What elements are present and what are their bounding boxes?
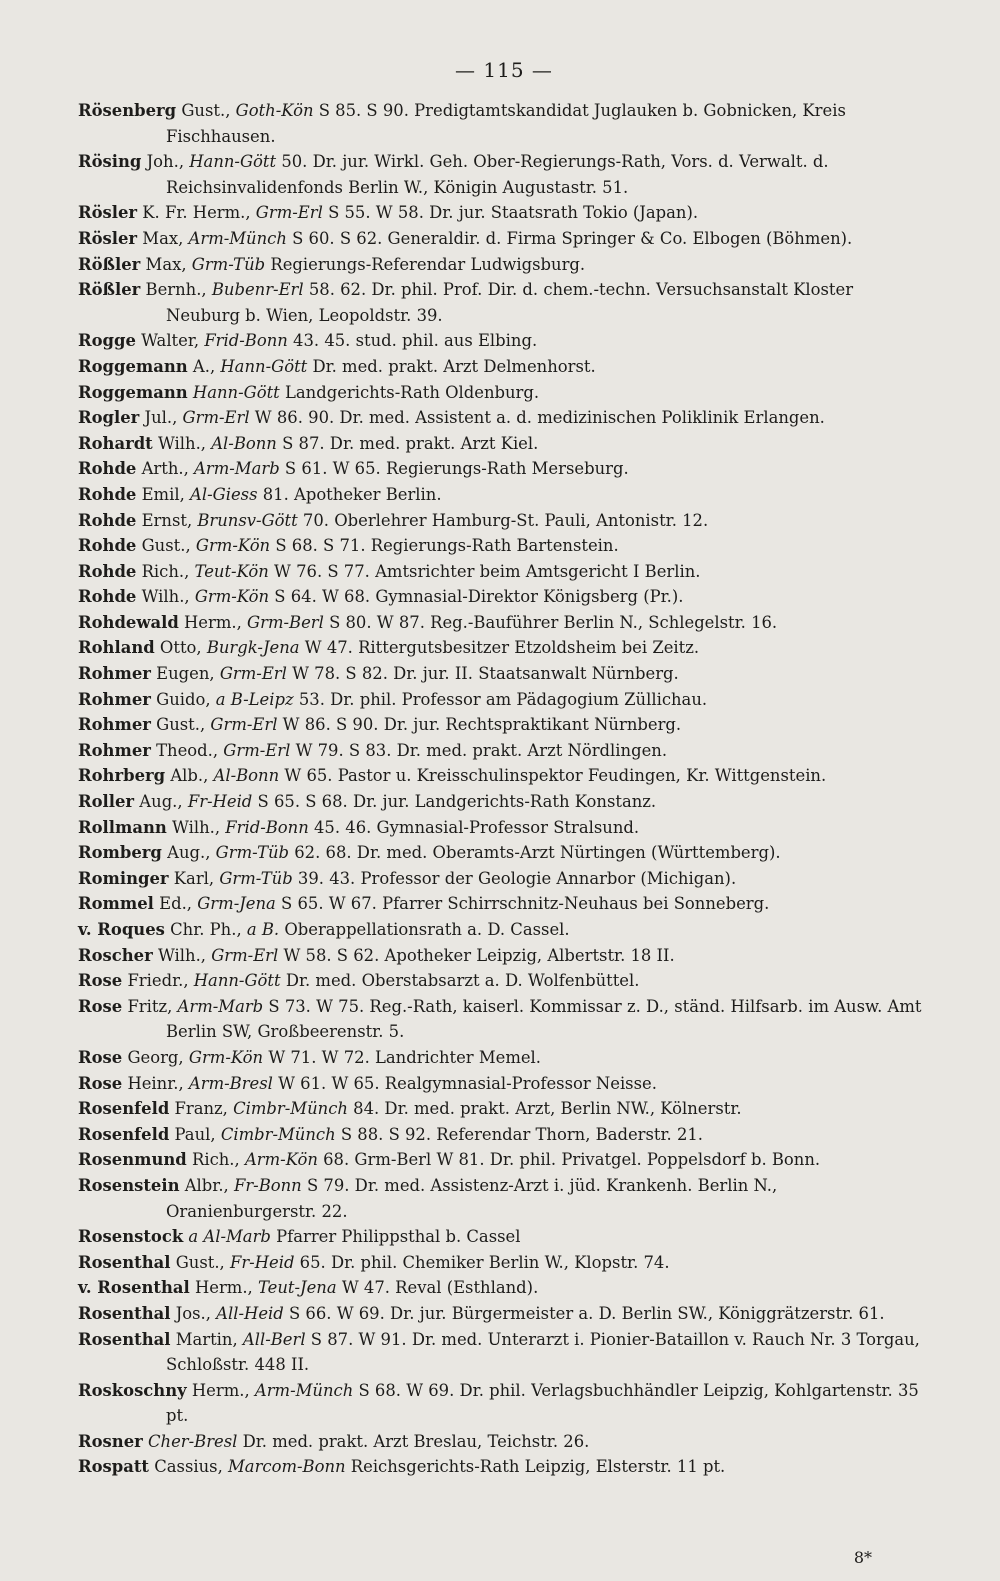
entry-text	[127, 971, 639, 990]
directory-entry	[78, 354, 930, 380]
entry-place: Arm-Marb	[177, 996, 264, 1016]
directory-entry	[78, 687, 930, 713]
entry-text	[142, 587, 684, 606]
entry-place: Grm-Erl	[210, 715, 278, 735]
entry-text-after-place: W 47. Reval (Esthland).	[336, 1278, 539, 1298]
entry-text-before-place: Jul.,	[144, 408, 183, 428]
entry-place: Hann-Gött	[193, 971, 281, 991]
entry-place: a B-Leipz	[215, 689, 294, 709]
entry-text-before-place: Aug.,	[167, 843, 216, 863]
directory-entry	[78, 1071, 930, 1097]
entry-surname: v. Rosenthal	[78, 1278, 190, 1298]
directory-entry	[78, 943, 930, 969]
entry-text-after-place: S 60. S 62. Generaldir. d. Firma Springer & Co. Elbogen (Böhmen).	[286, 228, 853, 248]
entry-text	[145, 408, 825, 427]
entry-surname: Roggemann	[78, 382, 188, 402]
directory-entry	[78, 277, 930, 328]
directory-entry	[78, 200, 930, 226]
entry-text-before-place: Wilh.,	[157, 433, 212, 453]
directory-entry	[78, 968, 930, 994]
entry-surname: Rößler	[78, 280, 141, 300]
entry-text-before-place: Ernst,	[141, 510, 198, 530]
entry-text-after-place: Regierungs-Referendar Ludwigsburg.	[265, 254, 586, 274]
directory-entry	[78, 1147, 930, 1173]
directory-entry	[78, 1250, 930, 1276]
entry-text-before-place: Gust.,	[181, 101, 236, 120]
entry-surname: Rosenfeld	[78, 1099, 170, 1119]
entry-place: Grm-Erl	[219, 664, 287, 684]
directory-entry	[78, 1454, 930, 1480]
entry-text	[176, 1304, 885, 1323]
entry-text-after-place: W 76. S 77. Amtsrichter beim Amtsgericht I Berlin.	[268, 561, 701, 581]
entry-surname: Rollmann	[78, 817, 167, 837]
entry-text	[167, 843, 780, 862]
entry-surname: Rohardt	[78, 433, 153, 453]
entry-place: Hann-Gött	[220, 356, 308, 376]
directory-entry	[78, 891, 930, 917]
entry-text-after-place: Dr. med. Oberstabsarzt a. D. Wolfenbüttel.	[280, 971, 640, 991]
entry-text	[175, 1099, 742, 1118]
entry-text	[142, 459, 629, 478]
entry-text	[127, 1048, 541, 1067]
entry-text-before-place: Franz,	[174, 1099, 234, 1119]
entry-surname: Rohde	[78, 561, 137, 581]
directory-entry	[78, 1045, 930, 1071]
entry-text	[127, 997, 921, 1042]
directory-entry	[78, 1224, 930, 1250]
entry-text-before-place: Martin,	[175, 1329, 243, 1349]
entry-text-after-place: 84. Dr. med. prakt. Arzt, Berlin NW., Kölnerstr.	[347, 1099, 742, 1119]
entry-surname: Romberg	[78, 843, 162, 863]
entry-text-after-place: Landgerichts-Rath Oldenburg.	[279, 382, 540, 402]
entry-place: Bubenr-Erl	[211, 280, 304, 300]
entry-surname: Rohrberg	[78, 766, 166, 786]
entry-text	[146, 255, 586, 274]
entry-place: Arm-Kön	[244, 1150, 318, 1170]
entry-text-before-place: A.,	[192, 356, 221, 376]
entry-text-before-place: Eugen,	[156, 664, 220, 684]
entry-text-before-place: Emil,	[141, 484, 191, 504]
entry-place: Al-Bonn	[213, 766, 280, 786]
entry-text-before-place: Rich.,	[141, 561, 195, 581]
entry-place: Fr-Heid	[229, 1252, 295, 1272]
entry-text	[158, 946, 675, 965]
directory-entry	[78, 1173, 930, 1224]
entry-text	[174, 869, 736, 888]
entry-text-after-place: 50. Dr. jur. Wirkl. Geh. Ober-Regierungs-Rath, Vors. d. Verwalt. d. Reichsinvalidenfonds Berlin W., Königin Augustastr. 51.	[166, 152, 829, 197]
directory-entries	[78, 98, 930, 1480]
entry-text	[160, 638, 699, 657]
entry-text-before-place: Arth.,	[141, 459, 195, 479]
directory-entry	[78, 1378, 930, 1429]
entry-text	[193, 357, 596, 376]
entry-surname: Rospatt	[78, 1457, 150, 1477]
directory-entry	[78, 815, 930, 841]
entry-place: Teut-Kön	[194, 561, 269, 581]
entry-text-after-place: S 87. Dr. med. prakt. Arzt Kiel.	[276, 433, 539, 453]
directory-entry	[78, 840, 930, 866]
entry-text-after-place: W 65. Pastor u. Kreisschulinspektor Feudingen, Kr. Wittgenstein.	[279, 766, 827, 786]
entry-text	[175, 1125, 704, 1144]
entry-text-before-place: Herm.,	[191, 1380, 255, 1400]
entry-surname: Rohde	[78, 510, 137, 530]
entry-text-after-place: W 86. 90. Dr. med. Assistent a. d. medizinischen Poliklinik Erlangen.	[249, 408, 825, 428]
entry-text-before-place: Georg,	[127, 1047, 189, 1067]
entry-text-after-place: 53. Dr. phil. Professor am Pädagogium Züllichau.	[293, 689, 708, 709]
entry-place: Hann-Gött	[192, 382, 280, 402]
entry-text	[166, 1381, 919, 1426]
directory-entry	[78, 866, 930, 892]
entry-text-before-place: Paul,	[174, 1124, 221, 1144]
entry-place: Cher-Bresl	[147, 1431, 238, 1451]
page-number: — 115 —	[455, 58, 553, 82]
entry-text-before-place: Max,	[142, 228, 189, 248]
directory-entry	[78, 405, 930, 431]
entry-text	[156, 690, 707, 709]
entry-text-before-place: K. Fr. Herm.,	[142, 203, 256, 223]
entry-surname: Rohmer	[78, 740, 151, 760]
entry-text-after-place: 45. 46. Gymnasial-Professor Stralsund.	[308, 817, 640, 837]
entry-place: Grm-Kön	[195, 536, 271, 556]
entry-text-before-place: Herm.,	[194, 1278, 258, 1298]
entry-place: Marcom-Bonn	[228, 1457, 346, 1477]
entry-text	[195, 1278, 538, 1297]
directory-entry	[78, 994, 930, 1045]
entry-surname: Rohmer	[78, 715, 151, 735]
entry-place: Goth-Kön	[235, 101, 314, 120]
directory-entry	[78, 1429, 930, 1455]
entry-place: Cimbr-Münch	[220, 1124, 336, 1144]
entry-place: Grm-Kön	[194, 587, 270, 607]
entry-text-after-place: 39. 43. Professor der Geologie Annarbor (Michigan).	[292, 868, 737, 888]
entry-surname: Rosenmund	[78, 1150, 187, 1170]
entry-surname: Rose	[78, 1047, 123, 1067]
entry-text	[146, 280, 854, 325]
entry-surname: Rommel	[78, 894, 154, 914]
entry-text-before-place: Ed.,	[159, 894, 198, 914]
entry-text-before-place: Theod.,	[156, 740, 224, 760]
entry-surname: Rohmer	[78, 664, 151, 684]
entry-surname: Rösler	[78, 203, 138, 223]
entry-text-after-place: S 65. W 67. Pfarrer Schirrschnitz-Neuhaus bei Sonneberg.	[275, 894, 770, 914]
entry-place: All-Heid	[216, 1303, 284, 1323]
entry-place: Grm-Berl	[247, 612, 324, 632]
entry-surname: Rösing	[78, 152, 142, 172]
entry-text-before-place: Walter,	[141, 331, 205, 351]
entry-surname: Rogge	[78, 331, 136, 351]
directory-entry	[78, 252, 930, 278]
entry-place: Grm-Kön	[188, 1047, 264, 1067]
directory-entry	[78, 1275, 930, 1301]
directory-entry	[78, 584, 930, 610]
entry-text	[156, 715, 681, 734]
directory-entry	[78, 917, 930, 943]
entry-place: Grm-Tüb	[191, 254, 266, 274]
entry-place: Grm-Erl	[182, 408, 250, 428]
entry-text-before-place: Joh.,	[146, 152, 190, 172]
entry-place: Hann-Gött	[189, 152, 277, 172]
entry-surname: Rohde	[78, 484, 137, 504]
entry-text	[159, 894, 769, 913]
entry-text-after-place: 81. Apotheker Berlin.	[257, 484, 442, 504]
directory-entry	[78, 635, 930, 661]
entry-text	[166, 1330, 920, 1375]
entry-text-after-place: W 78. S 82. Dr. jur. II. Staatsanwalt Nürnberg.	[286, 664, 679, 684]
directory-entry	[78, 508, 930, 534]
entry-surname: Rohland	[78, 638, 155, 658]
entry-text-after-place: 43. 45. stud. phil. aus Elbing.	[287, 331, 538, 351]
entry-text-before-place: Jos.,	[175, 1303, 217, 1323]
entry-text	[193, 383, 539, 402]
directory-entry	[78, 98, 930, 149]
entry-text-after-place: 65. Dr. phil. Chemiker Berlin W., Klopstr. 74.	[294, 1252, 670, 1272]
entry-text-before-place: Gust.,	[175, 1252, 230, 1272]
entry-place: Arm-Bresl	[188, 1073, 273, 1093]
entry-surname: Rose	[78, 971, 123, 991]
entry-text-after-place: Oberappellationsrath a. D. Cassel.	[279, 920, 570, 939]
entry-text-before-place: Guido,	[156, 689, 216, 709]
entry-place: Grm-Erl	[211, 945, 279, 965]
entry-place: All-Berl	[242, 1329, 306, 1349]
entry-text	[188, 1227, 520, 1246]
entry-text-after-place: S 66. W 69. Dr. jur. Bürgermeister a. D. Berlin SW., Königgrätzerstr. 61.	[283, 1303, 885, 1323]
entry-surname: Rosenstein	[78, 1175, 180, 1195]
entry-place: Burgk-Jena	[206, 638, 300, 658]
directory-entry	[78, 482, 930, 508]
directory-entry	[78, 661, 930, 687]
entry-place: Arm-Münch	[188, 228, 287, 248]
entry-surname: v. Roques	[78, 920, 165, 939]
entry-text	[170, 766, 826, 785]
entry-text-before-place: Gust.,	[156, 715, 211, 735]
entry-place: Frid-Bonn	[225, 817, 309, 837]
entry-text	[192, 1150, 820, 1169]
entry-text-before-place: Bernh.,	[145, 280, 212, 300]
entry-place: Arm-Marb	[194, 459, 280, 479]
directory-entry	[78, 226, 930, 252]
entry-text-before-place: Otto,	[159, 638, 207, 658]
entry-surname: Rogler	[78, 408, 140, 428]
entry-place: Grm-Jena	[197, 894, 276, 914]
entry-text-after-place: S 85. S 90. Predigtamtskandidat Juglauken b. Gobnicken, Kreis Fischhausen.	[166, 101, 846, 146]
entry-text-after-place: S 55. W 58. Dr. jur. Staatsrath Tokio (Japan).	[322, 203, 699, 223]
entry-text-after-place: W 47. Rittergutsbesitzer Etzoldsheim bei Zeitz.	[299, 638, 700, 658]
entry-text-before-place: Friedr.,	[127, 971, 194, 991]
entry-text	[142, 536, 619, 555]
directory-entry	[78, 1122, 930, 1148]
entry-surname: Roller	[78, 792, 135, 812]
entry-text-after-place: 70. Oberlehrer Hamburg-St. Pauli, Antonistr. 12.	[297, 510, 709, 530]
entry-text-before-place: Cassius,	[154, 1457, 229, 1477]
entry-text-before-place: Albr.,	[184, 1175, 234, 1195]
entry-text	[158, 434, 538, 453]
entry-text	[139, 792, 656, 811]
entry-text-after-place: W 61. W 65. Realgymnasial-Professor Neisse.	[272, 1073, 657, 1093]
entry-text-after-place: S 79. Dr. med. Assistenz-Arzt i. jüd. Krankenh. Berlin N., Oranienburgerstr. 22.	[166, 1175, 778, 1221]
entry-text	[142, 229, 852, 248]
directory-entry	[78, 380, 930, 406]
entry-surname: Rößler	[78, 254, 141, 274]
entry-text-before-place: Wilh.,	[141, 587, 195, 607]
entry-text	[148, 1432, 589, 1451]
directory-entry	[78, 149, 930, 200]
signature-mark: 8*	[853, 1548, 872, 1567]
entry-place: Grm-Erl	[255, 203, 323, 223]
entry-text-after-place: Pfarrer Philippsthal b. Cassel	[270, 1227, 521, 1247]
directory-entry	[78, 789, 930, 815]
entry-text-after-place: S 65. S 68. Dr. jur. Landgerichts-Rath Konstanz.	[252, 792, 657, 812]
entry-surname: Roscher	[78, 945, 153, 965]
entry-text-after-place: Dr. med. prakt. Arzt Breslau, Teichstr. 26.	[237, 1431, 590, 1451]
entry-place: Arm-Münch	[254, 1380, 354, 1400]
entry-text	[154, 1457, 725, 1476]
entry-text-after-place: W 86. S 90. Dr. jur. Rechtspraktikant Nürnberg.	[277, 715, 682, 735]
entry-text	[142, 562, 701, 581]
directory-entry	[78, 1327, 930, 1378]
entry-text-before-place: Fritz,	[127, 996, 178, 1016]
entry-place: Fr-Bonn	[233, 1175, 302, 1195]
entry-text-after-place: 62. 68. Dr. med. Oberamts-Arzt Nürtingen (Württemberg).	[289, 843, 781, 863]
entry-surname: Rose	[78, 1073, 123, 1093]
entry-text-after-place: W 79. S 83. Dr. med. prakt. Arzt Nördlingen.	[290, 740, 668, 760]
entry-surname: Roskoschny	[78, 1380, 187, 1400]
entry-surname: Rösler	[78, 228, 138, 248]
entry-text-after-place: S 64. W 68. Gymnasial-Direktor Königsberg (Pr.).	[269, 587, 684, 607]
directory-entry	[78, 1301, 930, 1327]
entry-surname: Rohde	[78, 587, 137, 607]
entry-text-before-place: Chr. Ph.,	[170, 920, 247, 939]
entry-text	[141, 331, 537, 350]
entry-surname: Rose	[78, 996, 123, 1016]
entry-surname: Rosenthal	[78, 1252, 171, 1272]
entry-surname: Rohdewald	[78, 612, 179, 632]
directory-entry	[78, 712, 930, 738]
entry-surname: Rohde	[78, 459, 137, 479]
entry-text	[170, 920, 570, 939]
entry-surname: Rohde	[78, 536, 137, 556]
directory-entry	[78, 533, 930, 559]
entry-text	[176, 1253, 670, 1272]
entry-text-before-place: Max,	[145, 254, 192, 274]
entry-text-before-place: Karl,	[173, 868, 220, 888]
entry-text	[147, 152, 829, 197]
entry-text-before-place: Gust.,	[141, 536, 196, 556]
directory-entry	[78, 431, 930, 457]
entry-text-after-place: S 68. S 71. Regierungs-Rath Bartenstein.	[270, 536, 619, 556]
entry-place: Brunsv-Gött	[197, 510, 298, 530]
entry-surname: Rosenthal	[78, 1303, 171, 1323]
entry-text	[166, 101, 846, 146]
directory-entry	[78, 1096, 930, 1122]
entry-text	[156, 664, 679, 683]
entry-text-before-place: Wilh.,	[172, 817, 226, 837]
directory-entry	[78, 738, 930, 764]
entry-text-before-place: Herm.,	[184, 612, 248, 632]
entry-surname: Rosner	[78, 1431, 143, 1451]
entry-text	[184, 613, 777, 632]
entry-text-after-place: 68. Grm-Berl W 81. Dr. phil. Privatgel. Poppelsdorf b. Bonn.	[317, 1150, 821, 1170]
entry-text	[142, 511, 709, 530]
directory-entry	[78, 456, 930, 482]
entry-place: Cimbr-Münch	[233, 1099, 348, 1119]
entry-text-before-place: Rich.,	[191, 1150, 245, 1170]
entry-text-after-place: 58. 62. Dr. phil. Prof. Dir. d. chem.-techn. Versuchsanstalt Kloster Neuburg b. Wien, Leopoldstr. 39.	[166, 280, 854, 325]
entry-place: Frid-Bonn	[204, 331, 288, 351]
directory-entry	[78, 328, 930, 354]
entry-place: Grm-Tüb	[215, 843, 290, 863]
entry-text	[127, 1074, 656, 1093]
entry-text-after-place: Reichsgerichts-Rath Leipzig, Elsterstr. 11 pt.	[345, 1457, 726, 1477]
directory-entry	[78, 559, 930, 585]
entry-surname: Rohmer	[78, 689, 151, 709]
entry-place: Al-Bonn	[211, 433, 277, 453]
entry-surname: Rominger	[78, 868, 169, 888]
entry-place: a Al-Marb	[188, 1227, 271, 1247]
entry-surname: Roggemann	[78, 356, 188, 376]
entry-text-after-place: W 71. W 72. Landrichter Memel.	[263, 1047, 542, 1067]
entry-place: Fr-Heid	[187, 792, 253, 812]
entry-text-before-place: Heinr.,	[127, 1073, 189, 1093]
entry-text	[142, 203, 698, 222]
entry-text-before-place: Aug.,	[139, 792, 188, 812]
entry-text-before-place: Wilh.,	[157, 945, 212, 965]
entry-surname: Rosenfeld	[78, 1124, 170, 1144]
entry-text	[156, 741, 667, 760]
entry-text-before-place: Alb.,	[170, 766, 214, 786]
entry-text-after-place: S 73. W 75. Reg.-Rath, kaiserl. Kommissar z. D., ständ. Hilfsarb. im Ausw. Amt Berlin SW, Großbeerenstr. 5.	[166, 996, 922, 1042]
entry-surname: Rösenberg	[78, 101, 177, 120]
entry-surname: Rosenthal	[78, 1329, 171, 1349]
entry-place: a B.	[246, 920, 280, 939]
entry-text	[142, 485, 442, 504]
entry-text	[172, 818, 639, 837]
entry-text-after-place: S 88. S 92. Referendar Thorn, Baderstr. 21.	[335, 1124, 704, 1144]
entry-text-after-place: S 68. W 69. Dr. phil. Verlagsbuchhändler Leipzig, Kohlgartenstr. 35 pt.	[166, 1380, 919, 1426]
directory-entry	[78, 610, 930, 636]
entry-text-after-place: W 58. S 62. Apotheker Leipzig, Albertstr. 18 II.	[278, 945, 675, 965]
entry-text-after-place: S 87. W 91. Dr. med. Unterarzt i. Pionier-Bataillon v. Rauch Nr. 3 Torgau, Schloßstr. 448 II.	[166, 1329, 920, 1375]
entry-text-after-place: S 61. W 65. Regierungs-Rath Merseburg.	[279, 459, 629, 479]
entry-place: Al-Giess	[190, 484, 258, 504]
directory-entry	[78, 763, 930, 789]
entry-surname: Rosenstock	[78, 1227, 184, 1247]
entry-text-after-place: Dr. med. prakt. Arzt Delmenhorst.	[307, 356, 596, 376]
entry-place: Teut-Jena	[257, 1278, 337, 1298]
entry-place: Grm-Erl	[223, 740, 291, 760]
entry-place: Grm-Tüb	[219, 868, 293, 888]
entry-text	[166, 1176, 777, 1221]
entry-text-after-place: S 80. W 87. Reg.-Bauführer Berlin N., Schlegelstr. 16.	[323, 612, 778, 632]
